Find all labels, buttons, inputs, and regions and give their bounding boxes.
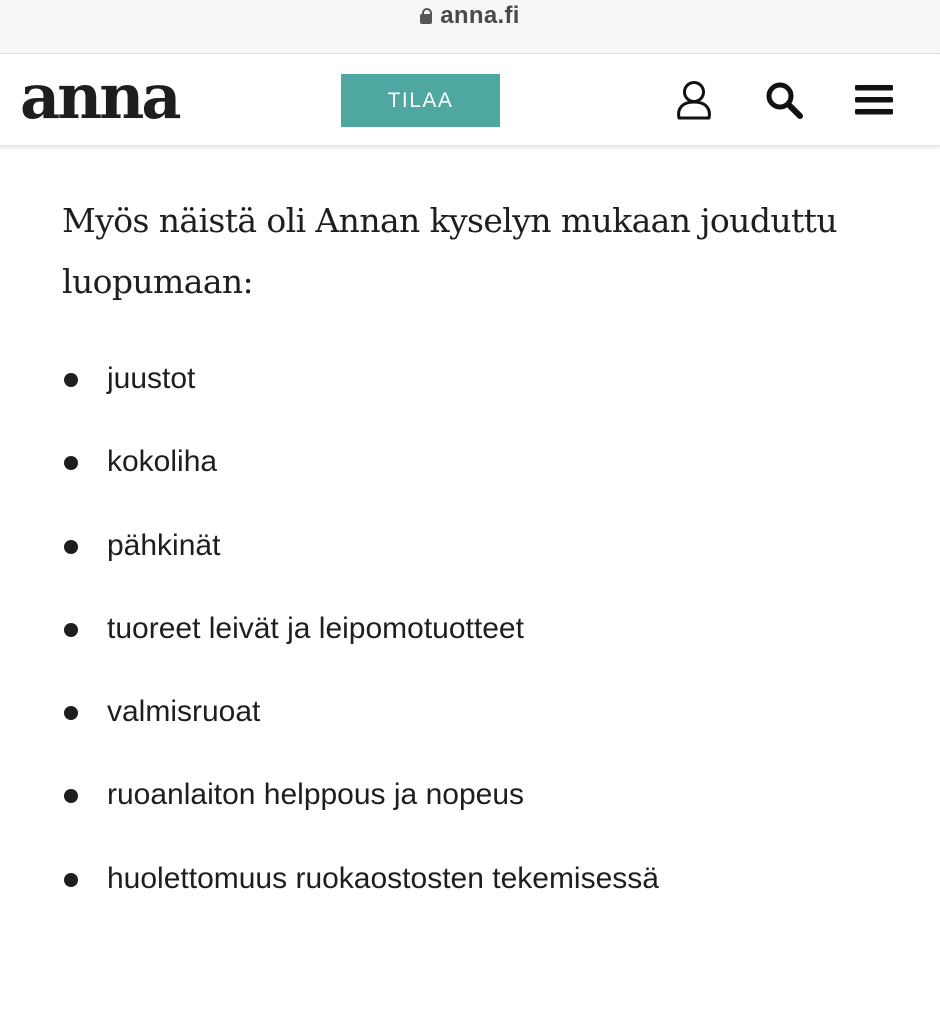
- list-item: [62, 680, 659, 763]
- bullet-icon: [64, 706, 78, 720]
- url-display[interactable]: [0, 0, 940, 32]
- bullet-icon: [64, 623, 78, 637]
- user-icon[interactable]: [672, 78, 716, 122]
- list-item-text: valmisruoat: [107, 695, 261, 729]
- list-item-text: juustot: [107, 362, 196, 395]
- bullet-icon: [64, 789, 78, 803]
- article-intro: Myös näistä oli Annan kyselyn mukaan jouduttu luopumaan:: [62, 201, 837, 301]
- lock-icon: [420, 8, 432, 24]
- site-logo[interactable]: anna: [20, 60, 179, 133]
- bullet-list: [62, 347, 659, 930]
- list-item-text: pähkinät: [107, 528, 221, 562]
- list-item: [62, 514, 659, 597]
- bullet-icon: [64, 456, 78, 470]
- list-item: [62, 347, 659, 430]
- browser-url-bar[interactable]: [0, 0, 940, 54]
- list-item-text: kokoliha: [107, 445, 218, 479]
- url-text: anna.fi: [440, 2, 520, 29]
- article-body: [62, 190, 902, 895]
- bullet-icon: [64, 373, 78, 387]
- list-item-text: ruoanlaiton helppous ja nopeus: [107, 778, 524, 812]
- list-item-text: tuoreet leivät ja leipomotuotteet: [107, 611, 524, 645]
- bullet-icon: [64, 540, 78, 554]
- menu-icon[interactable]: [852, 78, 896, 122]
- site-header: [0, 54, 940, 146]
- search-icon[interactable]: [762, 78, 806, 122]
- list-item: [62, 597, 659, 680]
- bullet-icon: [64, 873, 78, 887]
- subscribe-button[interactable]: TILAA: [341, 74, 500, 127]
- list-item: [62, 847, 659, 930]
- list-item-text: huolettomuus ruokaostosten tekemisessä: [107, 861, 659, 895]
- list-item: [62, 430, 659, 513]
- list-item: [62, 763, 659, 846]
